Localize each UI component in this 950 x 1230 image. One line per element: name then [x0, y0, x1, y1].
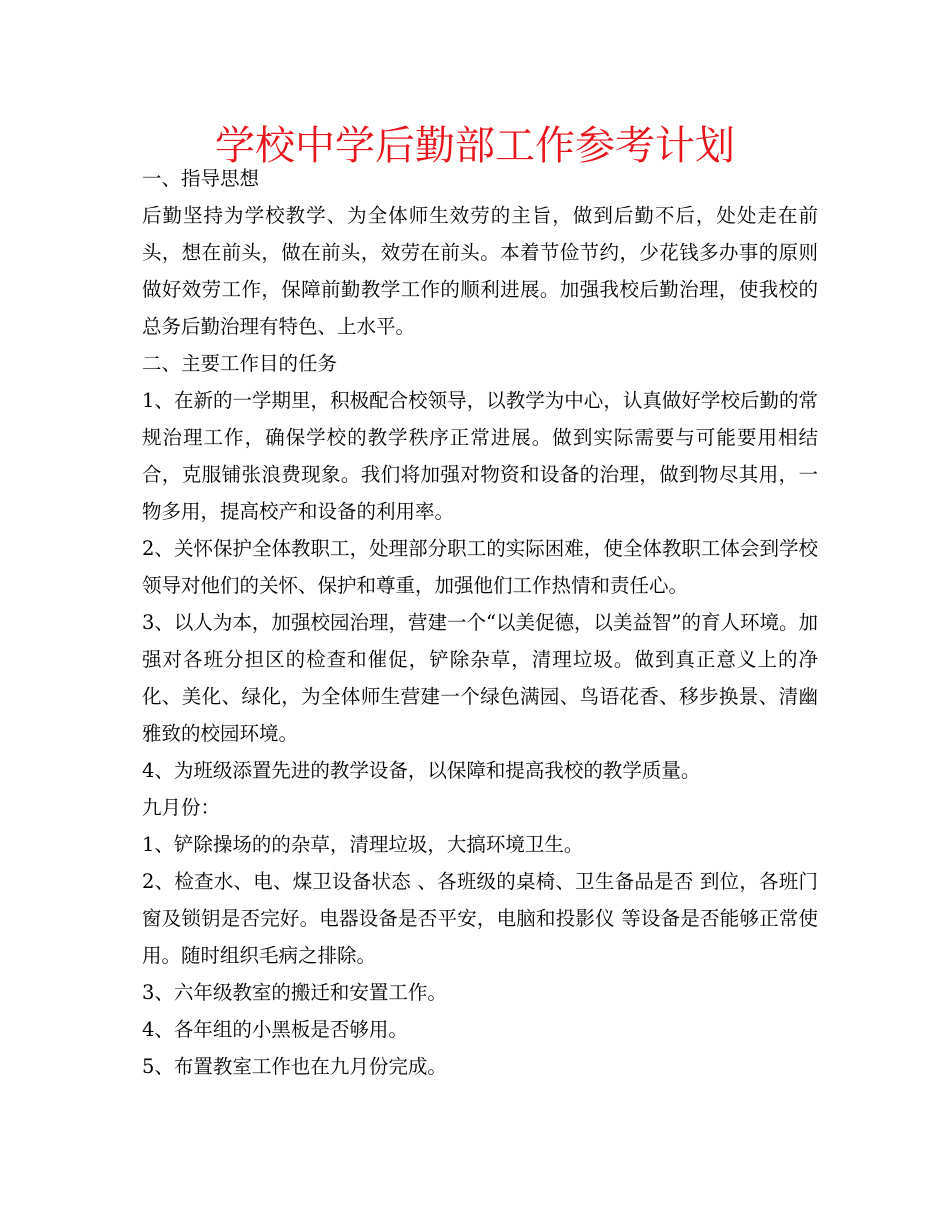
paragraph-september-3: 3、六年级教室的搬迁和安置工作。: [142, 981, 447, 1004]
paragraph-september-4: 4、各年组的小黑板是否够用。: [142, 1018, 408, 1041]
section-heading-guiding-ideology: 一、指导思想: [142, 167, 260, 190]
paragraph-task-3: 3、以人为本，加强校园治理，营建一个“以美促德，以美益智”的育人环境。加强对各班分担区的检查和催促，铲除杂草，清理垃圾。做到真正意义上的净化、美化、绿化，为全体师生营建一个绿色满园、鸟语花香、移步换景、清幽雅致的校园环境。: [142, 611, 818, 745]
section-heading-main-tasks: 二、主要工作目的任务: [142, 352, 338, 375]
document-title: 学校中学后勤部工作参考计划: [215, 123, 735, 169]
paragraph-september-2: 2、检查水、电、煤卫设备状态 、各班级的桌椅、卫生备品是否 到位，各班门窗及锁钥是否完好。电器设备是否平安，电脑和投影仪 等设备是否能够正常使用。随时组织毛病之排除。: [142, 870, 818, 967]
paragraph-task-1: 1、在新的一学期里，积极配合校领导，以教学为中心，认真做好学校后勤的常规治理工作，确保学校的教学秩序正常进展。做到实际需要与可能要用相结合，克服铺张浪费现象。我们将加强对物资和设备的治理，做到物尽其用，一物多用，提高校产和设备的利用率。: [142, 389, 818, 523]
paragraph-september-1: 1、铲除操场的的杂草，清理垃圾，大搞环境卫生。: [142, 833, 584, 856]
paragraph-task-4: 4、为班级添置先进的教学设备，以保障和提高我校的教学质量。: [142, 759, 701, 782]
paragraph-guiding-ideology: 后勤坚持为学校教学、为全体师生效劳的主旨，做到后勤不后，处处走在前头，想在前头，做在前头，效劳在前头。本着节俭节约，少花钱多办事的原则做好效劳工作，保障前勤教学工作的顺利进展。加强我校后勤治理，使我校的总务后勤治理有特色、上水平。: [142, 204, 818, 338]
section-heading-september: 九月份：: [142, 796, 221, 819]
document-body: [142, 160, 818, 1085]
paragraph-september-5: 5、布置教室工作也在九月份完成。: [142, 1055, 447, 1078]
paragraph-task-2: 2、关怀保护全体教职工，处理部分职工的实际困难，使全体教职工体会到学校领导对他们的关怀、保护和尊重，加强他们工作热情和责任心。: [142, 537, 818, 597]
